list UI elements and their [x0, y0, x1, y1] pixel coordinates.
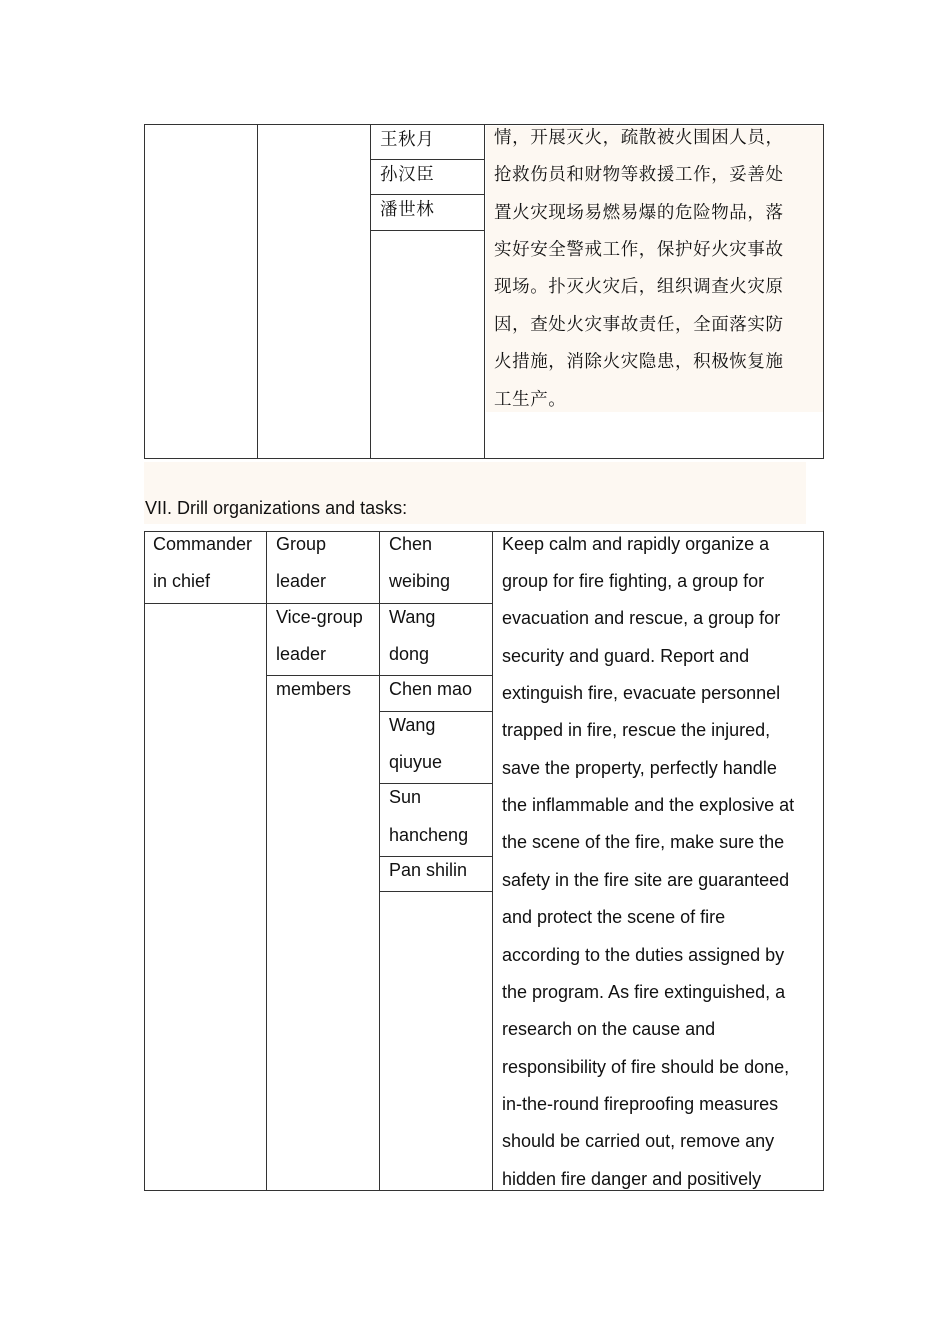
tasks-line: save the property, perfectly handle — [502, 758, 777, 778]
tasks-line: the program. As fire extinguished, a — [502, 982, 786, 1002]
table2-left-border — [144, 531, 145, 1191]
tasks-line: the inflammable and the explosive at — [502, 795, 795, 815]
tasks-line: and protect the scene of fire — [502, 907, 726, 927]
member-name: Wang — [389, 607, 436, 627]
duties-line: 因，查处火灾事故责任，全面落实防 — [494, 315, 784, 335]
table2-col-divider — [379, 531, 380, 1191]
duties-line: 实好安全警戒工作，保护好火灾事故 — [494, 240, 784, 260]
tasks-line: according to the duties assigned by — [502, 945, 785, 965]
member-name: hancheng — [389, 825, 469, 845]
duties-line: 现场。扑灭火灾后，组织调查火灾原 — [494, 277, 784, 297]
member-name: weibing — [389, 571, 451, 591]
table1-col-divider — [370, 124, 371, 459]
tasks-line: trapped in fire, rescue the injured, — [502, 720, 771, 740]
duties-line: 火措施，消除火灾隐患，积极恢复施 — [494, 352, 784, 372]
duties-line: 抢救伤员和财物等救援工作，妥善处 — [494, 165, 784, 185]
member-name: 潘世林 — [380, 200, 435, 220]
duties-line: 置火灾现场易燃易爆的危险物品，落 — [494, 203, 784, 223]
members-label: members — [276, 679, 352, 699]
table1-left-border — [144, 124, 145, 459]
tasks-line: in-the-round fireproofing measures — [502, 1094, 779, 1114]
vice-group-leader-label: leader — [276, 644, 327, 664]
tasks-line: responsibility of fire should be done, — [502, 1057, 790, 1077]
table1-row-divider — [370, 230, 484, 231]
tasks-line: research on the cause and — [502, 1019, 716, 1039]
tasks-line: Keep calm and rapidly organize a — [502, 534, 770, 554]
member-name: dong — [389, 644, 430, 664]
tasks-line: should be carried out, remove any — [502, 1131, 775, 1151]
member-name: Wang — [389, 715, 436, 735]
tasks-line: group for fire fighting, a group for — [502, 571, 765, 591]
member-name: 王秋月 — [380, 130, 435, 150]
tasks-line: hidden fire danger and positively — [502, 1169, 762, 1189]
table2-col-divider — [266, 531, 267, 1191]
group-leader-label: Group — [276, 534, 327, 554]
tasks-line: extinguish fire, evacuate personnel — [502, 683, 781, 703]
table2-row-divider — [379, 891, 493, 892]
commander-label: in chief — [153, 571, 211, 591]
tasks-line: the scene of the fire, make sure the — [502, 832, 785, 852]
group-leader-label: leader — [276, 571, 327, 591]
member-name: 孙汉臣 — [380, 165, 435, 185]
table1-right-border — [823, 124, 824, 459]
member-name: Chen mao — [389, 679, 473, 699]
tasks-line: evacuation and rescue, a group for — [502, 608, 781, 628]
duties-line: 情，开展灭火，疏散被火围困人员， — [494, 128, 784, 148]
tasks-line: security and guard. Report and — [502, 646, 750, 666]
commander-label: Commander — [153, 534, 253, 554]
member-name: qiuyue — [389, 752, 443, 772]
table2-right-border — [823, 531, 824, 1191]
table2-col-divider — [492, 531, 493, 1191]
member-name: Pan shilin — [389, 860, 468, 880]
member-name: Sun — [389, 787, 422, 807]
table1-col-divider — [484, 124, 485, 459]
table1-col-divider — [257, 124, 258, 459]
tasks-line: safety in the fire site are guaranteed — [502, 870, 790, 890]
vice-group-leader-label: Vice-group — [276, 607, 363, 627]
section-heading: VII. Drill organizations and tasks: — [145, 498, 408, 518]
member-name: Chen — [389, 534, 433, 554]
duties-line: 工生产。 — [494, 390, 567, 410]
